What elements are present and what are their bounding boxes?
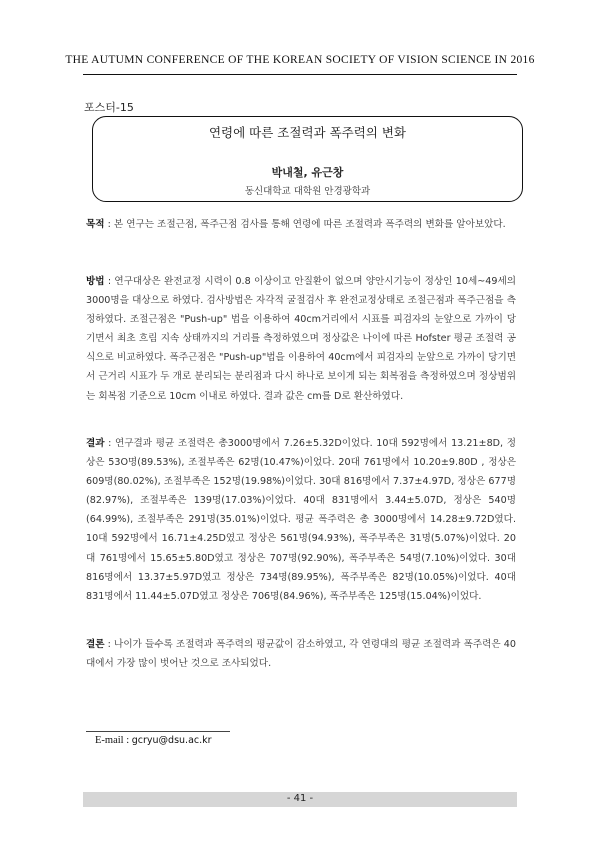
result-section bbox=[86, 434, 516, 606]
header-rule bbox=[83, 74, 517, 75]
page-number: - 41 - bbox=[286, 793, 314, 804]
method-section bbox=[86, 272, 516, 406]
purpose-text: : 본 연구는 조절근점, 폭주근점 검사를 통해 연령에 따른 조절력과 폭주력의 변화를 알아보았다. bbox=[104, 219, 506, 230]
footnote-rule bbox=[86, 731, 230, 732]
result-text: : 연구결과 평균 조절력은 총3000명에서 7.26±5.32D이었다. 10대 592명에서 13.21±8D, 정상은 53O명(89.53%), 조절부족은 62명(10.47%)이었다. 20대 761명에서 10.20±9.80D , 정상은 609명(80.02%), 조절부족은 152명(19.98%)이었다. 30대 816명에서 7.37±4.97D, 정상은 677명(82.97%), 조절부족은 139명(17.03%)이었다. 40대 831명에서 3.44±5.07D, 정상은 540명(64.99%), 조절부족은 291명(35.01%)이었다. 평균 폭주력은 총 3000명에서 14.28±9.72D였다. 10대 592명에서 16.71±4.25D였고 정상은 561명(94.93%), 폭주부족은 31명(5.07%)이었다. 20대 761명에서 15.65±5.80D였고 정상은 707명(92.90%), 폭주부족은 54명(7.10%)이었다. 30대 816명에서 13.37±5.97D였고 정상은 734명(89.95%), 폭주부족은 82명(10.05%)이었다. 40대 831명에서 11.44±5.07D였고 정상은 706명(84.96%), 폭주부족은 125명(15.04%)이었다. bbox=[86, 438, 516, 602]
result-label: 결과 bbox=[86, 438, 105, 449]
purpose-label: 목적 bbox=[86, 219, 105, 230]
method-text: : 연구대상은 완전교정 시력이 0.8 이상이고 안질환이 없으며 양안시기능이 정상인 10세~49세의 3000명을 대상으로 하였다. 검사방법은 자각적 굴절검사 후 완전교정상태로 조절근점과 폭주근점을 측정하였다. 조절근점은 "Push-up" 법을 이용하여 40cm거리에서 시표를 피검자의 눈앞으로 가까이 당기면서 최초 흐림 지속 상태까지의 거리를 측정하였으며 정상값은 나이에 따른 Hofster 평균 조절력 공식으로 비교하였다. 폭주근점은 "Push-up"법을 이용하여 40cm에서 피검자의 눈앞으로 가까이 당기면서 근거리 시표가 두 개로 분리되는 분리점과 다시 하나로 보이게 되는 회복점을 측정하였으며 정상범위는 회복점 기준으로 10cm 이내로 하였다. 결과 값은 cm를 D로 환산하였다. bbox=[86, 276, 516, 402]
authors: 박내철, 유근창 bbox=[271, 166, 344, 179]
conference-header: THE AUTUMN CONFERENCE OF THE KOREAN SOCIETY OF VISION SCIENCE IN 2016 bbox=[65, 54, 535, 66]
paper-title: 연령에 따른 조절력과 폭주력의 변화 bbox=[208, 125, 407, 140]
email-label: E-mail : bbox=[95, 735, 132, 746]
footnote-email bbox=[95, 735, 212, 746]
conclusion-section bbox=[86, 635, 516, 673]
email-address: gcryu@dsu.ac.kr bbox=[131, 735, 212, 746]
conclusion-label: 결론 bbox=[86, 639, 105, 650]
method-label: 방법 bbox=[86, 276, 105, 287]
conclusion-text: : 나이가 들수록 조절력과 폭주력의 평균값이 감소하였고, 각 연령대의 평균 조절력과 폭주력은 40대에서 가장 많이 벗어난 것으로 조사되었다. bbox=[86, 639, 516, 670]
poster-id: 포스터-15 bbox=[84, 101, 134, 114]
affiliation: 동신대학교 대학원 안경광학과 bbox=[244, 186, 371, 197]
purpose-section bbox=[86, 215, 516, 234]
